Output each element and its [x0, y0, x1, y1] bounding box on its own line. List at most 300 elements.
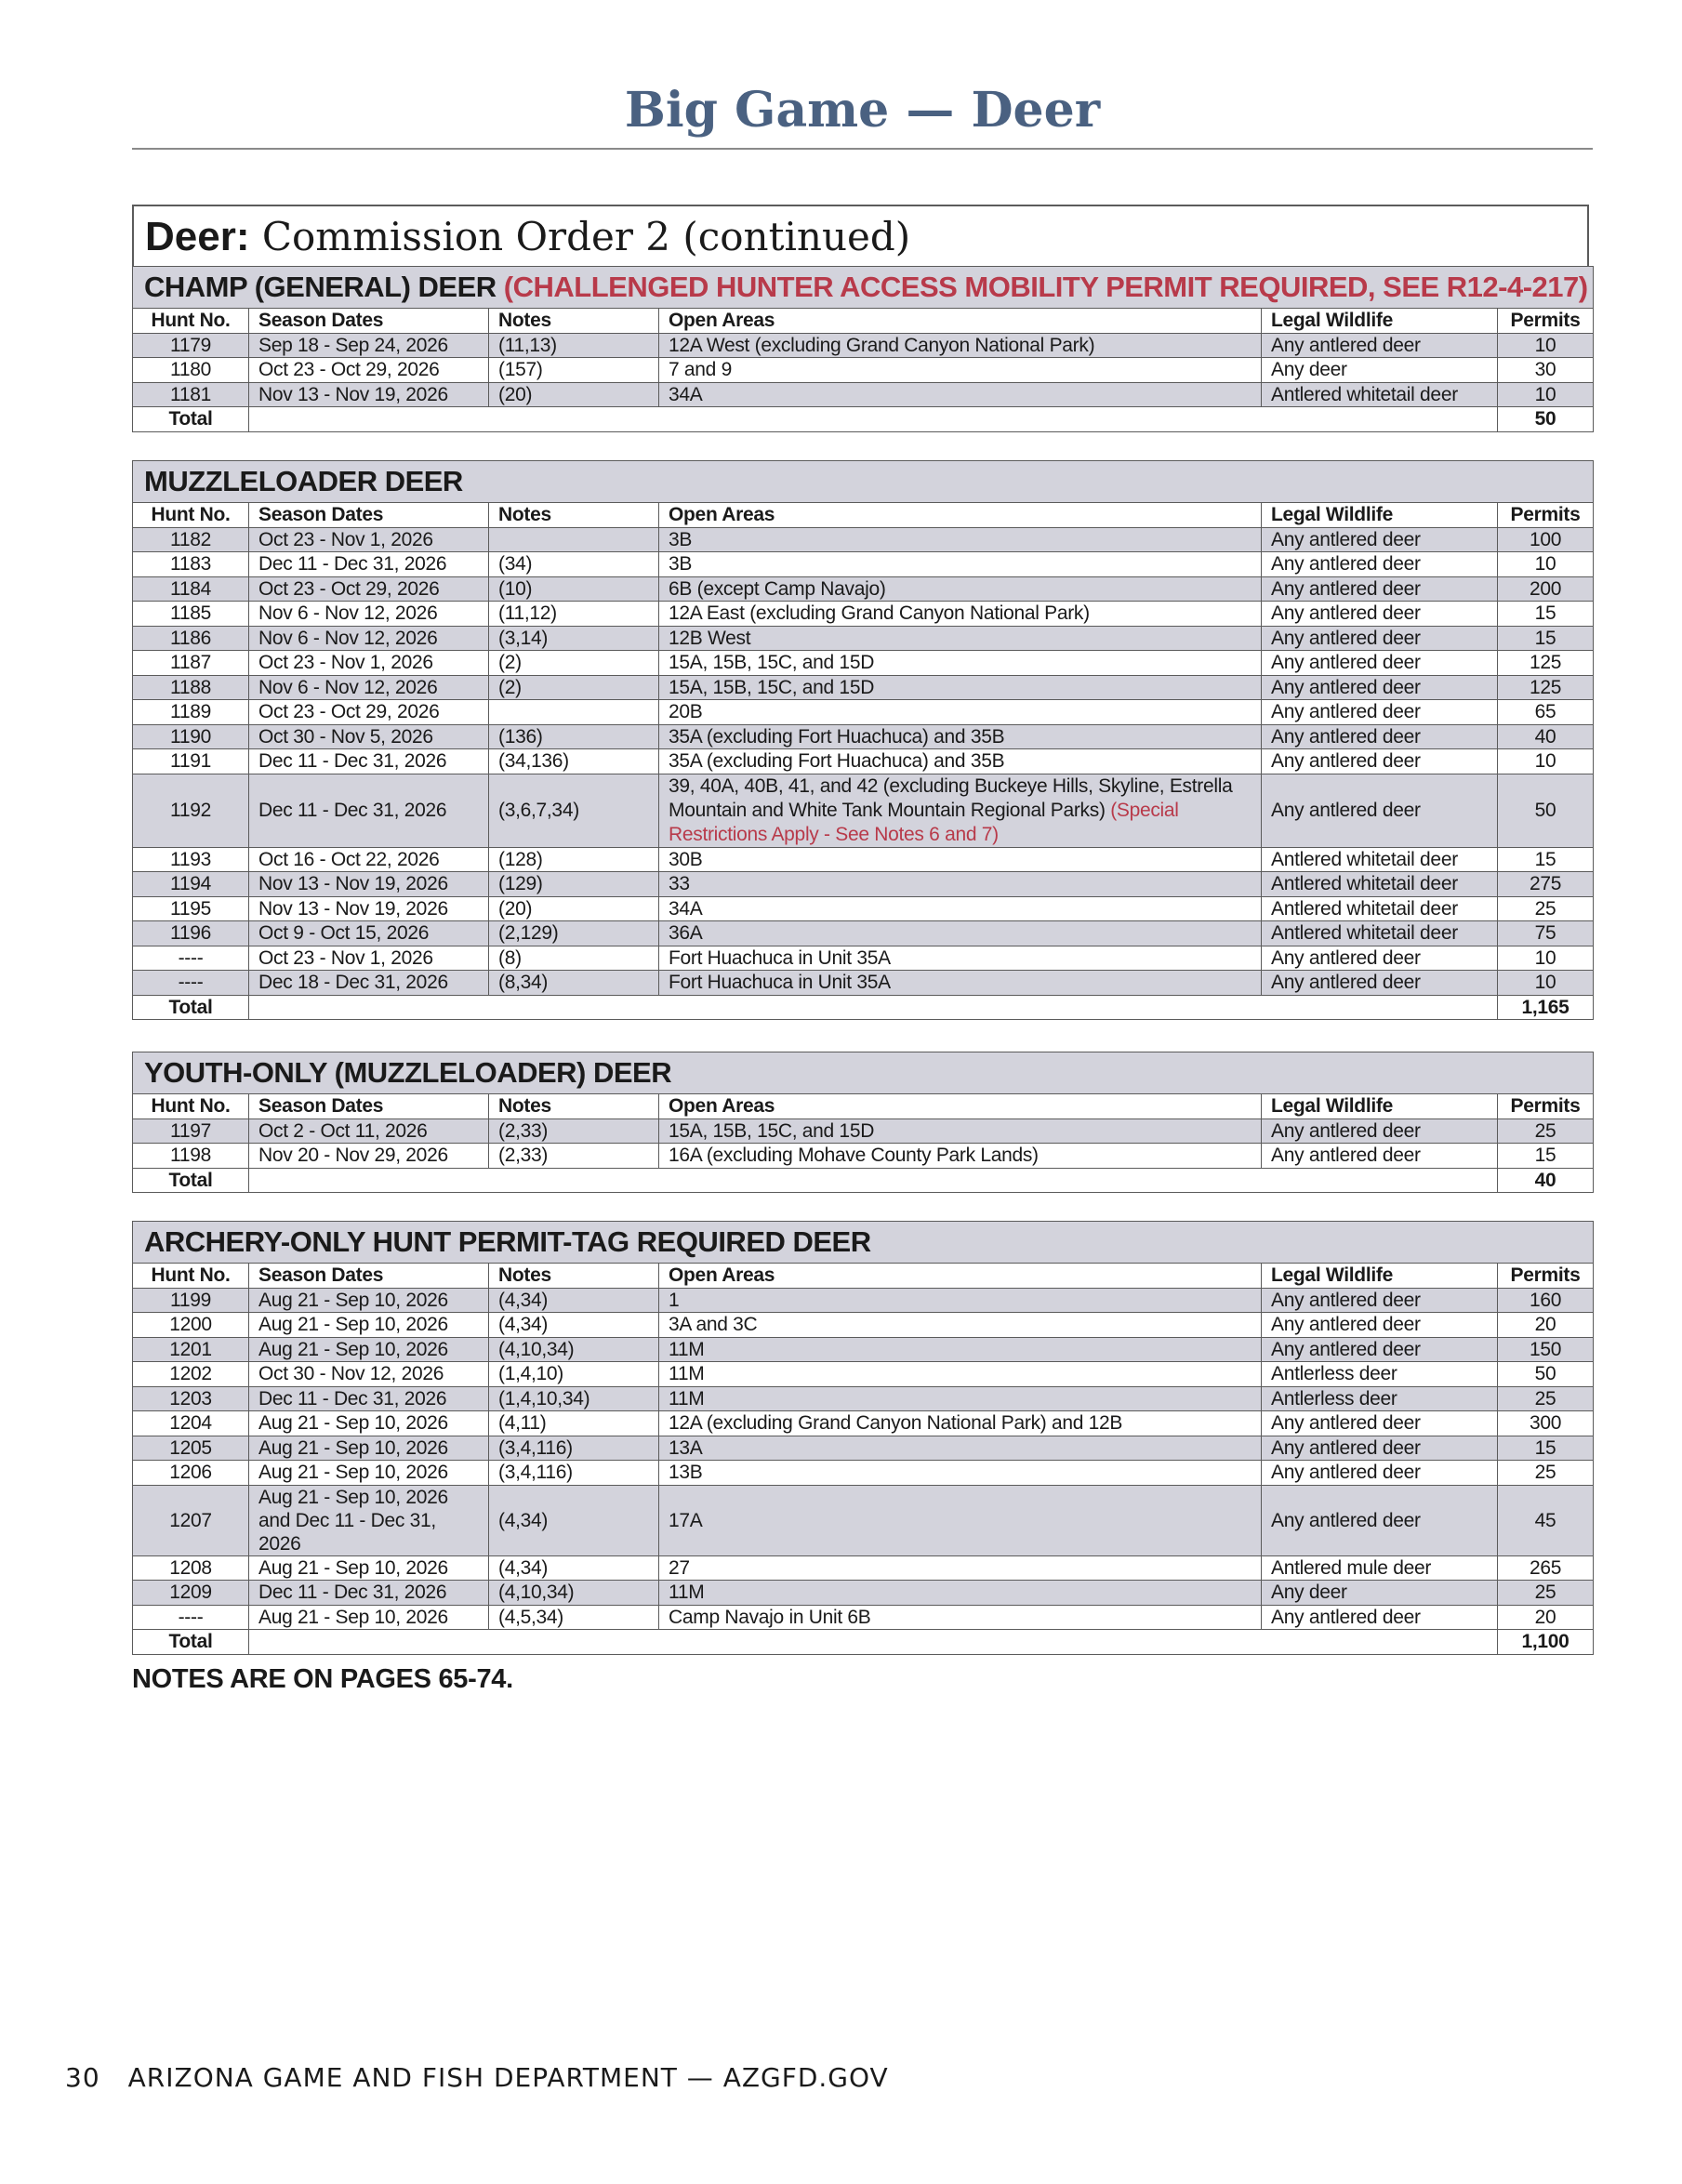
open-areas-text: Fort Huachuca in Unit 35A: [669, 972, 891, 994]
season-dates: Aug 21 - Sep 10, 2026: [249, 1313, 489, 1338]
notes-ref: (4,34): [489, 1313, 659, 1338]
notes-ref: (3,4,116): [489, 1461, 659, 1486]
table-row: [133, 1386, 1594, 1411]
table-row: [133, 971, 1594, 996]
season-dates: Dec 11 - Dec 31, 2026: [249, 552, 489, 577]
notes-ref: (4,34): [489, 1555, 659, 1581]
open-areas: [659, 382, 1262, 407]
permits-count: 25: [1498, 896, 1594, 921]
hunt-table: [132, 1221, 1594, 1655]
hunt-number: 1188: [133, 675, 249, 700]
open-areas: [659, 1461, 1262, 1486]
open-areas-text: 34A: [669, 897, 703, 920]
page-title: Big Game — Deer: [624, 82, 1101, 139]
open-areas-text: 11M: [669, 1387, 705, 1410]
permits-count: 300: [1498, 1411, 1594, 1436]
legal-wildlife: Any antlered deer: [1262, 1288, 1498, 1313]
open-areas: [659, 774, 1262, 847]
total-row: [133, 1630, 1594, 1655]
open-areas-text: 36A: [669, 922, 703, 945]
legal-wildlife: Any antlered deer: [1262, 774, 1498, 847]
section-muzzleloader-deer: [132, 460, 1593, 1020]
notes-ref: (4,34): [489, 1288, 659, 1313]
header-open-areas: Open Areas: [659, 1264, 1262, 1289]
table-row: [133, 1411, 1594, 1436]
open-areas: [659, 1555, 1262, 1581]
permits-count: 100: [1498, 527, 1594, 552]
open-areas: [659, 1436, 1262, 1461]
total-row: [133, 1168, 1594, 1193]
legal-wildlife: Any antlered deer: [1262, 576, 1498, 602]
open-areas: [659, 946, 1262, 971]
hunt-number: 1201: [133, 1337, 249, 1362]
table-row: [133, 527, 1594, 552]
open-areas: [659, 602, 1262, 627]
total-spacer: [249, 1630, 1498, 1655]
total-label: Total: [133, 1630, 249, 1655]
legal-wildlife: Antlerless deer: [1262, 1386, 1498, 1411]
season-dates: Oct 30 - Nov 12, 2026: [249, 1362, 489, 1387]
hunt-number: 1185: [133, 602, 249, 627]
season-dates: Oct 16 - Oct 22, 2026: [249, 847, 489, 872]
hunt-number: 1207: [133, 1485, 249, 1555]
section-title-text: ARCHERY-ONLY HUNT PERMIT-TAG REQUIRED DEER: [144, 1225, 871, 1258]
open-areas-text: 39, 40A, 40B, 41, and 42 (excluding Buckeye Hills, Skyline, Estrella Mountain and White Tank Mountain Regional Parks): [669, 774, 1233, 821]
permits-count: 10: [1498, 946, 1594, 971]
hunt-number: 1192: [133, 774, 249, 847]
open-areas: [659, 576, 1262, 602]
permits-count: 15: [1498, 1436, 1594, 1461]
header-season-dates: Season Dates: [249, 1094, 489, 1119]
hunt-number: 1206: [133, 1461, 249, 1486]
notes-ref: (3,4,116): [489, 1436, 659, 1461]
hunt-table: [132, 266, 1594, 432]
open-areas: [659, 1386, 1262, 1411]
season-dates: Aug 21 - Sep 10, 2026: [249, 1605, 489, 1630]
table-row: [133, 1337, 1594, 1362]
table-row: [133, 358, 1594, 383]
legal-wildlife: Any antlered deer: [1262, 724, 1498, 749]
permits-count: 25: [1498, 1461, 1594, 1486]
permits-count: 15: [1498, 847, 1594, 872]
open-areas-text: 27: [669, 1556, 690, 1579]
open-areas: [659, 1605, 1262, 1630]
footer-text: ARIZONA GAME AND FISH DEPARTMENT — AZGFD.GOV: [127, 2062, 889, 2093]
open-areas-text: 30B: [669, 848, 703, 870]
section-title-row: [133, 1222, 1594, 1264]
legal-wildlife: Any antlered deer: [1262, 333, 1498, 358]
open-areas: [659, 675, 1262, 700]
legal-wildlife: Any antlered deer: [1262, 651, 1498, 676]
table-row: [133, 1288, 1594, 1313]
permits-count: 25: [1498, 1118, 1594, 1144]
open-areas: [659, 651, 1262, 676]
co-subtitle: Commission Order 2 (continued): [249, 214, 911, 259]
open-areas: [659, 1485, 1262, 1555]
header-permits: Permits: [1498, 309, 1594, 334]
table-row: [133, 675, 1594, 700]
commission-order-header: [132, 205, 1589, 266]
hunt-number: 1194: [133, 872, 249, 897]
header-legal-wildlife: Legal Wildlife: [1262, 309, 1498, 334]
section-title-text: CHAMP (GENERAL) DEER: [144, 271, 504, 303]
open-areas: [659, 552, 1262, 577]
hunt-number: 1180: [133, 358, 249, 383]
hunt-number: 1199: [133, 1288, 249, 1313]
table-row: [133, 1436, 1594, 1461]
column-header-row: [133, 1264, 1594, 1289]
permits-count: 265: [1498, 1555, 1594, 1581]
total-permits: 1,165: [1498, 995, 1594, 1020]
legal-wildlife: Any antlered deer: [1262, 1605, 1498, 1630]
table-row: [133, 602, 1594, 627]
season-dates: Nov 6 - Nov 12, 2026: [249, 675, 489, 700]
header-permits: Permits: [1498, 503, 1594, 528]
notes-ref: (34,136): [489, 749, 659, 774]
header-notes: Notes: [489, 1094, 659, 1119]
open-areas-text: 16A (excluding Mohave County Park Lands): [669, 1145, 1039, 1167]
legal-wildlife: Antlered whitetail deer: [1262, 896, 1498, 921]
legal-wildlife: Any antlered deer: [1262, 675, 1498, 700]
open-areas-text: 35A (excluding Fort Huachuca) and 35B: [669, 750, 1005, 773]
legal-wildlife: Any antlered deer: [1262, 602, 1498, 627]
legal-wildlife: Any deer: [1262, 358, 1498, 383]
hunt-number: 1183: [133, 552, 249, 577]
table-row: [133, 382, 1594, 407]
total-spacer: [249, 407, 1498, 432]
notes-ref: (4,10,34): [489, 1581, 659, 1606]
section-champ-deer: [132, 266, 1593, 432]
season-dates: Nov 13 - Nov 19, 2026: [249, 382, 489, 407]
permits-count: 75: [1498, 921, 1594, 946]
permits-count: 10: [1498, 333, 1594, 358]
notes-ref: (20): [489, 896, 659, 921]
legal-wildlife: Any antlered deer: [1262, 626, 1498, 651]
open-areas-text: Camp Navajo in Unit 6B: [669, 1606, 871, 1628]
notes-ref: [489, 700, 659, 725]
open-areas: [659, 1288, 1262, 1313]
open-areas: [659, 896, 1262, 921]
section-youth-muzzleloader-deer: [132, 1052, 1593, 1193]
total-row: [133, 995, 1594, 1020]
table-row: [133, 552, 1594, 577]
permits-count: 10: [1498, 971, 1594, 996]
season-dates: Nov 20 - Nov 29, 2026: [249, 1144, 489, 1169]
permits-count: 10: [1498, 749, 1594, 774]
table-row: [133, 651, 1594, 676]
hunt-number: 1186: [133, 626, 249, 651]
total-spacer: [249, 995, 1498, 1020]
open-areas-text: 3A and 3C: [669, 1314, 758, 1336]
legal-wildlife: Any antlered deer: [1262, 1118, 1498, 1144]
season-dates: Dec 18 - Dec 31, 2026: [249, 971, 489, 996]
permits-count: 30: [1498, 358, 1594, 383]
legal-wildlife: Any antlered deer: [1262, 552, 1498, 577]
legal-wildlife: Any antlered deer: [1262, 749, 1498, 774]
table-row: [133, 1461, 1594, 1486]
season-dates: Nov 6 - Nov 12, 2026: [249, 602, 489, 627]
open-areas-text: 3B: [669, 528, 693, 550]
season-dates: Aug 21 - Sep 10, 2026: [249, 1555, 489, 1581]
permits-count: 160: [1498, 1288, 1594, 1313]
open-areas-text: Fort Huachuca in Unit 35A: [669, 946, 891, 969]
header-open-areas: Open Areas: [659, 1094, 1262, 1119]
hunt-number: 1182: [133, 527, 249, 552]
legal-wildlife: Any antlered deer: [1262, 700, 1498, 725]
permits-count: 125: [1498, 651, 1594, 676]
hunt-number: ----: [133, 971, 249, 996]
open-areas-text: 13B: [669, 1462, 703, 1484]
permits-count: 20: [1498, 1313, 1594, 1338]
table-row: [133, 872, 1594, 897]
open-areas-text: 15A, 15B, 15C, and 15D: [669, 652, 875, 674]
total-label: Total: [133, 1168, 249, 1193]
hunt-number: 1195: [133, 896, 249, 921]
notes-ref: (128): [489, 847, 659, 872]
legal-wildlife: Antlered whitetail deer: [1262, 382, 1498, 407]
notes-ref: (136): [489, 724, 659, 749]
table-row: [133, 1485, 1594, 1555]
permits-count: 25: [1498, 1386, 1594, 1411]
table-row: [133, 333, 1594, 358]
open-areas: [659, 1411, 1262, 1436]
special-restrictions-note: (Special Restrictions Apply - See Notes 6 and 7): [669, 799, 1179, 845]
hunt-number: 1203: [133, 1386, 249, 1411]
notes-ref: (11,12): [489, 602, 659, 627]
header-permits: Permits: [1498, 1094, 1594, 1119]
season-dates: Oct 9 - Oct 15, 2026: [249, 921, 489, 946]
header-permits: Permits: [1498, 1264, 1594, 1289]
legal-wildlife: Any antlered deer: [1262, 1485, 1498, 1555]
season-dates: Nov 13 - Nov 19, 2026: [249, 896, 489, 921]
notes-ref: (2,129): [489, 921, 659, 946]
notes-ref: (129): [489, 872, 659, 897]
notes-ref: (3,14): [489, 626, 659, 651]
hunt-number: 1202: [133, 1362, 249, 1387]
section-title-requirement: (CHALLENGED HUNTER ACCESS MOBILITY PERMIT REQUIRED, SEE R12-4-217): [503, 271, 1588, 303]
hunt-number: ----: [133, 946, 249, 971]
season-dates: Oct 23 - Nov 1, 2026: [249, 527, 489, 552]
open-areas-text: 6B (except Camp Navajo): [669, 577, 886, 600]
open-areas: [659, 724, 1262, 749]
season-dates: Sep 18 - Sep 24, 2026: [249, 333, 489, 358]
legal-wildlife: Any antlered deer: [1262, 946, 1498, 971]
open-areas: [659, 1313, 1262, 1338]
hunt-number: 1197: [133, 1118, 249, 1144]
table-row: [133, 1118, 1594, 1144]
open-areas: [659, 1362, 1262, 1387]
permits-count: 20: [1498, 1605, 1594, 1630]
permits-count: 10: [1498, 552, 1594, 577]
hunt-number: 1181: [133, 382, 249, 407]
table-row: [133, 921, 1594, 946]
permits-count: 50: [1498, 774, 1594, 847]
co-label: Deer:: [145, 214, 250, 259]
hunt-number: 1196: [133, 921, 249, 946]
hunt-number: 1204: [133, 1411, 249, 1436]
open-areas: [659, 1118, 1262, 1144]
header-season-dates: Season Dates: [249, 309, 489, 334]
notes-ref: (8,34): [489, 971, 659, 996]
hunt-table: [132, 460, 1594, 1020]
notes-ref: (10): [489, 576, 659, 602]
hunt-number: 1193: [133, 847, 249, 872]
open-areas-text: 33: [669, 873, 690, 895]
notes-ref: (8): [489, 946, 659, 971]
open-areas: [659, 921, 1262, 946]
notes-ref: (157): [489, 358, 659, 383]
notes-ref: [489, 527, 659, 552]
section-title-row: [133, 461, 1594, 503]
open-areas-text: 12B West: [669, 627, 751, 649]
notes-ref: (2,33): [489, 1118, 659, 1144]
open-areas: [659, 626, 1262, 651]
notes-ref: (4,34): [489, 1485, 659, 1555]
notes-ref: (1,4,10): [489, 1362, 659, 1387]
season-dates: Oct 23 - Oct 29, 2026: [249, 576, 489, 602]
header-hunt-no: Hunt No.: [133, 1264, 249, 1289]
season-dates: Oct 23 - Oct 29, 2026: [249, 358, 489, 383]
total-label: Total: [133, 995, 249, 1020]
section-title: [133, 1052, 1594, 1094]
header-notes: Notes: [489, 309, 659, 334]
legal-wildlife: Antlerless deer: [1262, 1362, 1498, 1387]
table-row: [133, 1313, 1594, 1338]
open-areas-text: 11M: [669, 1338, 705, 1360]
hunt-number: 1198: [133, 1144, 249, 1169]
open-areas-text: 12A West (excluding Grand Canyon National Park): [669, 334, 1095, 356]
table-row: [133, 724, 1594, 749]
open-areas: [659, 971, 1262, 996]
open-areas-text: 11M: [669, 1582, 705, 1604]
notes-ref: (20): [489, 382, 659, 407]
permits-count: 15: [1498, 602, 1594, 627]
season-dates: Aug 21 - Sep 10, 2026: [249, 1288, 489, 1313]
season-dates: Oct 23 - Nov 1, 2026: [249, 651, 489, 676]
permits-count: 200: [1498, 576, 1594, 602]
notes-ref: (2): [489, 675, 659, 700]
hunt-number: ----: [133, 1605, 249, 1630]
table-row: [133, 1555, 1594, 1581]
permits-count: 10: [1498, 382, 1594, 407]
section-title: [133, 267, 1594, 309]
hunt-number: 1208: [133, 1555, 249, 1581]
header-open-areas: Open Areas: [659, 503, 1262, 528]
header-hunt-no: Hunt No.: [133, 503, 249, 528]
table-row: [133, 774, 1594, 847]
notes-ref: (34): [489, 552, 659, 577]
total-row: [133, 407, 1594, 432]
open-areas-text: 13A: [669, 1436, 703, 1459]
hunt-number: 1200: [133, 1313, 249, 1338]
legal-wildlife: Any antlered deer: [1262, 1411, 1498, 1436]
table-row: [133, 1581, 1594, 1606]
permits-count: 150: [1498, 1337, 1594, 1362]
open-areas-text: 17A: [669, 1509, 703, 1531]
section-title: [133, 1222, 1594, 1264]
open-areas-text: 35A (excluding Fort Huachuca) and 35B: [669, 725, 1005, 748]
legal-wildlife: Antlered mule deer: [1262, 1555, 1498, 1581]
open-areas: [659, 527, 1262, 552]
legal-wildlife: Antlered whitetail deer: [1262, 847, 1498, 872]
table-row: [133, 626, 1594, 651]
hunt-number: 1187: [133, 651, 249, 676]
section-title-text: MUZZLELOADER DEER: [144, 465, 463, 497]
hunt-number: 1184: [133, 576, 249, 602]
season-dates: Aug 21 - Sep 10, 2026: [249, 1411, 489, 1436]
notes-ref: (11,13): [489, 333, 659, 358]
hunt-number: 1189: [133, 700, 249, 725]
header-legal-wildlife: Legal Wildlife: [1262, 503, 1498, 528]
table-row: [133, 946, 1594, 971]
permits-count: 50: [1498, 1362, 1594, 1387]
legal-wildlife: Antlered whitetail deer: [1262, 921, 1498, 946]
open-areas-text: 7 and 9: [669, 359, 732, 381]
header-open-areas: Open Areas: [659, 309, 1262, 334]
season-dates: Dec 11 - Dec 31, 2026: [249, 774, 489, 847]
section-title-row: [133, 267, 1594, 309]
open-areas: [659, 1581, 1262, 1606]
notes-ref: (4,5,34): [489, 1605, 659, 1630]
open-areas-text: 34A: [669, 383, 703, 405]
table-row: [133, 896, 1594, 921]
header-season-dates: Season Dates: [249, 503, 489, 528]
page-footer: [65, 2062, 889, 2093]
notes-pages-reference: NOTES ARE ON PAGES 65-74.: [132, 1664, 513, 1694]
table-row: [133, 1605, 1594, 1630]
open-areas-text: 11M: [669, 1363, 705, 1385]
permits-count: 45: [1498, 1485, 1594, 1555]
title-rule: [132, 148, 1593, 150]
header-notes: Notes: [489, 1264, 659, 1289]
header-legal-wildlife: Legal Wildlife: [1262, 1094, 1498, 1119]
total-permits: 1,100: [1498, 1630, 1594, 1655]
season-dates: Oct 2 - Oct 11, 2026: [249, 1118, 489, 1144]
open-areas-text: 20B: [669, 701, 703, 723]
open-areas: [659, 358, 1262, 383]
permits-count: 125: [1498, 675, 1594, 700]
legal-wildlife: Any antlered deer: [1262, 1461, 1498, 1486]
season-dates: Oct 23 - Oct 29, 2026: [249, 700, 489, 725]
table-row: [133, 1144, 1594, 1169]
hunt-number: 1205: [133, 1436, 249, 1461]
open-areas-text: 15A, 15B, 15C, and 15D: [669, 676, 875, 698]
season-dates: Dec 11 - Dec 31, 2026: [249, 1386, 489, 1411]
hunt-number: 1191: [133, 749, 249, 774]
table-row: [133, 576, 1594, 602]
permits-count: 40: [1498, 724, 1594, 749]
column-header-row: [133, 503, 1594, 528]
header-notes: Notes: [489, 503, 659, 528]
open-areas: [659, 749, 1262, 774]
section-title-text: YOUTH-ONLY (MUZZLELOADER) DEER: [144, 1056, 672, 1089]
open-areas: [659, 1144, 1262, 1169]
open-areas-text: 12A East (excluding Grand Canyon National Park): [669, 602, 1090, 625]
season-dates: Aug 21 - Sep 10, 2026: [249, 1436, 489, 1461]
hunt-table: [132, 1052, 1594, 1193]
season-dates: Aug 21 - Sep 10, 2026 and Dec 11 - Dec 31, 2026: [249, 1485, 489, 1555]
open-areas: [659, 333, 1262, 358]
total-permits: 40: [1498, 1168, 1594, 1193]
legal-wildlife: Any antlered deer: [1262, 1436, 1498, 1461]
permits-count: 65: [1498, 700, 1594, 725]
open-areas: [659, 700, 1262, 725]
notes-ref: (2,33): [489, 1144, 659, 1169]
legal-wildlife: Any antlered deer: [1262, 1313, 1498, 1338]
header-hunt-no: Hunt No.: [133, 309, 249, 334]
header-season-dates: Season Dates: [249, 1264, 489, 1289]
hunt-number: 1190: [133, 724, 249, 749]
